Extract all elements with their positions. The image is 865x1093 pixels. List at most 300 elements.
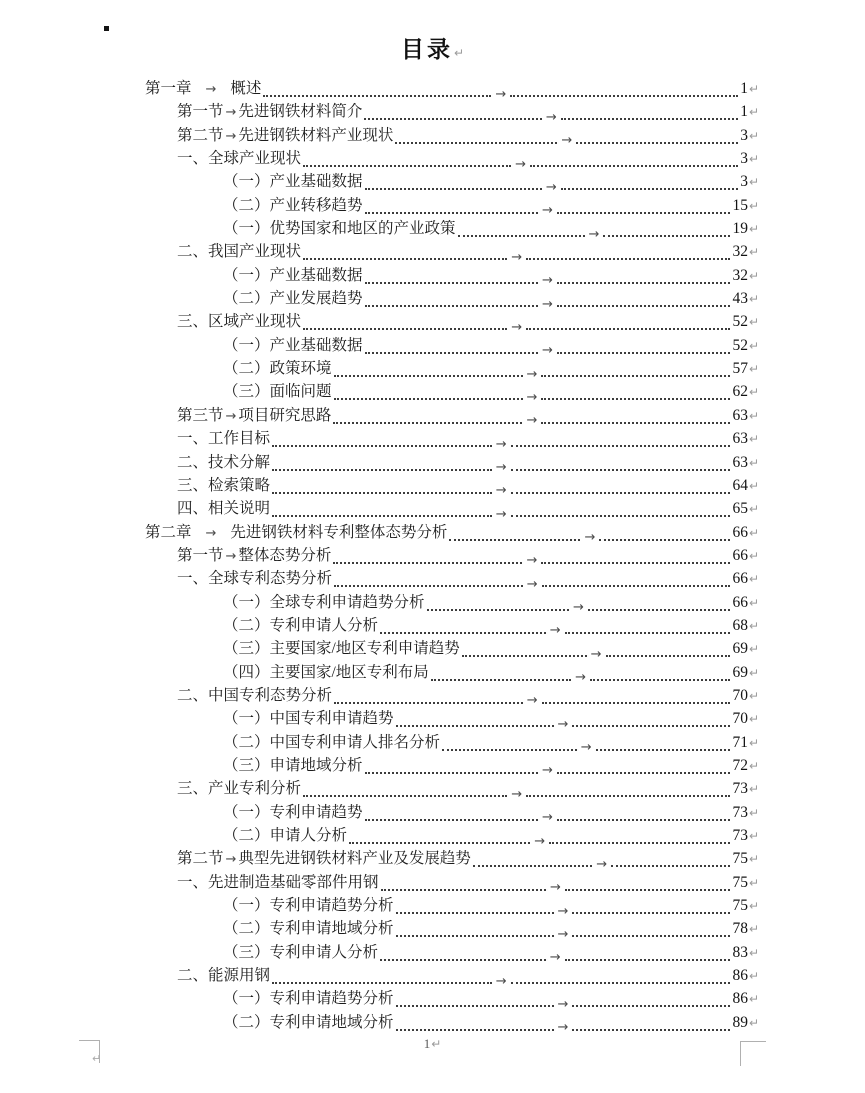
dot-leader-segment — [396, 725, 554, 727]
dot-leader — [365, 179, 739, 195]
crop-mark-bottom-right — [740, 1041, 766, 1066]
tab-arrow-icon: → — [495, 86, 507, 102]
toc-entry[interactable] — [145, 637, 759, 660]
toc-entry-page: 19 — [732, 220, 748, 238]
toc-entry-page: 62 — [732, 383, 748, 401]
toc-entry[interactable] — [145, 77, 759, 100]
tab-arrow-icon: → — [550, 880, 561, 896]
dot-leader — [396, 716, 731, 732]
tab-arrow-icon: → — [495, 436, 507, 452]
tab-arrow-icon: → — [590, 646, 602, 662]
dot-leader-segment — [561, 188, 738, 190]
dot-leader — [380, 622, 730, 639]
dot-leader-segment — [510, 95, 738, 97]
toc-entry-title: （一）产业基础数据 — [223, 173, 363, 191]
toc-entry[interactable] — [145, 124, 759, 147]
toc-entry[interactable] — [145, 591, 759, 614]
dot-leader — [462, 646, 731, 662]
toc-entry[interactable] — [145, 264, 759, 287]
toc-entry[interactable] — [145, 404, 759, 427]
return-mark-icon: ↵ — [748, 292, 759, 307]
toc-entry[interactable] — [145, 147, 759, 170]
toc-entry[interactable] — [145, 847, 759, 870]
return-mark-icon: ↵ — [431, 1037, 442, 1051]
dot-leader-segment — [349, 842, 530, 844]
dot-leader — [365, 342, 731, 359]
dot-leader-segment — [303, 328, 507, 330]
dot-leader — [333, 412, 730, 429]
return-mark-icon: ↵ — [748, 502, 759, 517]
return-mark-icon: ↵ — [748, 969, 759, 984]
toc-entry-page: 43 — [732, 290, 748, 308]
tab-arrow-icon: → — [584, 530, 596, 546]
toc-entry-prefix: 第一章 — [145, 80, 192, 97]
toc-entry-page: 75 — [732, 873, 748, 891]
dot-leader-segment — [334, 585, 523, 587]
dot-leader — [442, 739, 730, 756]
dot-leader — [272, 482, 730, 499]
dot-leader-segment — [590, 679, 730, 681]
page-title — [0, 31, 865, 64]
tab-arrow-icon: → — [205, 525, 217, 541]
return-mark-icon: ↵ — [748, 595, 759, 610]
toc-entry[interactable] — [145, 801, 759, 824]
dot-leader-segment — [511, 982, 731, 984]
tab-arrow-icon: → — [545, 109, 557, 125]
dot-leader — [303, 319, 730, 335]
toc-entry[interactable] — [145, 567, 759, 590]
toc-entry-title: 先进钢铁材料产业现状 — [238, 126, 394, 144]
toc-entry-prefix: 第一节 — [177, 546, 224, 564]
toc-entry-title: （二）产业发展趋势 — [223, 290, 363, 308]
dot-leader-segment — [334, 375, 523, 377]
footer-page-number: 1 — [423, 1036, 431, 1051]
dot-leader-segment — [365, 772, 539, 774]
toc-entry-page: 75 — [732, 897, 748, 915]
toc-entry-title: 二、能源用钢 — [177, 967, 271, 985]
toc-entry-page: 66 — [732, 546, 748, 564]
return-mark-icon: ↵ — [748, 408, 759, 423]
dot-leader-segment — [365, 282, 539, 284]
tab-arrow-icon: → — [225, 852, 237, 868]
tab-arrow-icon: → — [526, 576, 538, 592]
toc-entry-title: （一）专利申请趋势分析 — [223, 990, 394, 1008]
dot-leader-segment — [431, 679, 571, 681]
dot-leader — [396, 926, 731, 942]
dot-leader-segment — [557, 352, 731, 354]
tab-arrow-icon: → — [561, 133, 573, 149]
return-mark-icon: ↵ — [748, 829, 759, 843]
toc-entry[interactable] — [145, 170, 759, 193]
return-mark-icon: ↵ — [748, 105, 759, 120]
dot-leader — [272, 506, 730, 522]
toc-entry[interactable] — [145, 217, 759, 240]
toc-entry-page: 66 — [732, 523, 748, 541]
toc-entry-page: 57 — [732, 360, 748, 378]
tab-arrow-icon: → — [526, 366, 538, 382]
dot-leader-segment — [365, 819, 539, 821]
dot-leader-segment — [303, 258, 507, 260]
dot-leader-segment — [365, 305, 539, 307]
dot-leader — [334, 576, 730, 592]
dot-leader-segment — [263, 95, 491, 97]
toc-entry[interactable] — [145, 357, 759, 380]
dot-leader — [449, 529, 730, 546]
toc-entry[interactable] — [145, 100, 759, 123]
toc-entry[interactable] — [145, 661, 759, 684]
dot-leader-segment — [396, 1029, 554, 1031]
dot-leader-segment — [272, 469, 492, 471]
return-mark-icon: ↵ — [748, 642, 759, 657]
toc-entry-page: 1 — [740, 103, 748, 121]
toc-entry[interactable] — [145, 380, 759, 403]
tab-arrow-icon: → — [573, 600, 584, 616]
dot-leader-segment — [599, 539, 730, 541]
toc-entry-title: （二）产业转移趋势 — [223, 196, 363, 214]
tab-arrow-icon: → — [225, 408, 237, 424]
toc-entry-page: 32 — [732, 266, 748, 284]
dot-leader — [349, 833, 730, 849]
toc-entry[interactable] — [145, 824, 759, 847]
toc-entry-page: 63 — [732, 430, 748, 448]
return-mark-icon: ↵ — [453, 46, 465, 60]
dot-leader-segment — [473, 865, 592, 867]
toc-entry-page: 3 — [740, 173, 748, 191]
dot-leader-segment — [380, 959, 546, 961]
return-mark-icon: ↵ — [748, 385, 759, 400]
dot-leader-segment — [541, 562, 730, 564]
dot-leader-segment — [565, 889, 731, 891]
tab-arrow-icon: → — [542, 203, 553, 219]
toc-entry[interactable] — [145, 1011, 759, 1034]
toc-entry-title: （三）专利申请人分析 — [223, 943, 379, 961]
dot-leader — [272, 973, 730, 989]
dot-leader-segment — [511, 445, 731, 447]
tab-arrow-icon: → — [542, 763, 553, 779]
dot-leader-segment — [272, 982, 492, 984]
dot-leader-segment — [576, 142, 738, 144]
return-mark-icon: ↵ — [748, 945, 759, 960]
toc-entry[interactable] — [145, 894, 759, 917]
toc-entry-title: （三）面临问题 — [223, 383, 332, 401]
return-mark-icon: ↵ — [748, 548, 759, 563]
return-mark-icon: ↵ — [748, 618, 759, 633]
dot-leader — [365, 272, 731, 289]
return-mark-icon: ↵ — [748, 875, 759, 890]
toc-entry-page: 63 — [732, 453, 748, 471]
toc-entry-title: （一）产业基础数据 — [223, 336, 363, 354]
dot-leader-segment — [557, 772, 731, 774]
toc-entry-page: 68 — [732, 616, 748, 634]
dot-leader-segment — [272, 515, 492, 517]
tab-arrow-icon: → — [225, 548, 237, 564]
toc-entry[interactable] — [145, 777, 759, 800]
dot-leader-segment — [542, 585, 731, 587]
toc-entry-page: 70 — [732, 686, 748, 704]
toc-entry-page: 52 — [732, 313, 748, 331]
toc-entry[interactable] — [145, 871, 759, 894]
tab-arrow-icon: → — [495, 973, 507, 989]
dot-leader — [396, 996, 731, 1012]
toc-entry-page: 52 — [732, 336, 748, 354]
toc-entry-title: （二）政策环境 — [223, 360, 332, 378]
return-mark-icon: ↵ — [748, 665, 759, 680]
toc-entry-title: （三）主要国家/地区专利申请趋势 — [223, 640, 460, 658]
toc-entry-title: （二）专利申请地域分析 — [223, 920, 394, 938]
dot-leader-segment — [565, 632, 731, 634]
return-mark-icon: ↵ — [748, 82, 759, 96]
toc-entry-prefix: 第二节 — [177, 126, 224, 144]
return-mark-icon: ↵ — [748, 572, 759, 587]
toc-entry[interactable] — [145, 310, 759, 333]
toc-entry-page: 73 — [732, 827, 748, 844]
dot-leader-segment — [462, 655, 587, 657]
dot-leader — [431, 669, 731, 686]
tab-arrow-icon: → — [515, 156, 527, 172]
dot-leader-segment — [572, 1005, 730, 1007]
return-mark-icon: ↵ — [748, 175, 759, 190]
return-mark-icon: ↵ — [748, 315, 759, 330]
tab-arrow-icon: → — [588, 226, 600, 242]
toc-entry-title: 二、我国产业现状 — [177, 243, 302, 261]
tab-arrow-icon: → — [225, 128, 237, 144]
return-mark-icon: ↵ — [748, 712, 759, 727]
tab-arrow-icon: → — [511, 249, 523, 265]
toc-entry[interactable] — [145, 334, 759, 357]
dot-leader-segment — [596, 749, 731, 751]
return-mark-icon: ↵ — [748, 758, 759, 773]
toc-entry-title: 三、区域产业现状 — [177, 313, 302, 331]
toc-entry[interactable] — [145, 451, 759, 474]
tab-arrow-icon: → — [526, 413, 538, 429]
tab-arrow-icon: → — [557, 996, 569, 1012]
toc-entry-page: 66 — [732, 570, 748, 588]
dot-leader-segment — [365, 188, 542, 190]
dot-leader-segment — [542, 702, 731, 704]
dot-leader-segment — [395, 142, 557, 144]
dot-leader-segment — [530, 165, 738, 167]
return-mark-icon: ↵ — [748, 222, 759, 237]
dot-leader — [473, 856, 731, 872]
dot-leader-segment — [381, 889, 547, 891]
dot-leader-segment — [365, 352, 539, 354]
toc-entry-title: （四）主要国家/地区专利布局 — [223, 663, 429, 681]
return-mark-icon: ↵ — [748, 478, 759, 493]
toc-entry-prefix: 第二章 — [145, 523, 192, 541]
dot-leader-segment — [611, 865, 730, 867]
dot-leader — [334, 366, 731, 382]
tab-arrow-icon: → — [225, 105, 237, 121]
return-mark-icon: ↵ — [748, 899, 759, 914]
dot-leader-segment — [458, 235, 585, 237]
toc-entry-page: 64 — [732, 476, 748, 494]
dot-leader-segment — [561, 118, 738, 120]
return-mark-icon: ↵ — [748, 152, 759, 167]
tab-arrow-icon: → — [596, 856, 608, 872]
dot-leader-segment — [557, 305, 731, 307]
toc-entry-title: 三、检索策略 — [177, 476, 271, 494]
toc-entry-title: 三、产业专利分析 — [177, 780, 302, 798]
toc-entry-title: （二）专利申请人分析 — [223, 616, 379, 634]
return-mark-icon: ↵ — [92, 1052, 102, 1065]
tab-arrow-icon: → — [542, 273, 553, 289]
toc-entry[interactable] — [145, 987, 759, 1010]
toc-entry[interactable] — [145, 194, 759, 217]
return-mark-icon: ↵ — [748, 852, 759, 867]
toc-title-text: 目录 — [400, 37, 453, 62]
dot-leader — [365, 762, 731, 779]
tab-arrow-icon: → — [495, 483, 507, 499]
dot-leader — [334, 692, 730, 709]
toc-entry[interactable] — [145, 707, 759, 730]
toc-entry[interactable] — [145, 240, 759, 263]
dot-leader — [381, 879, 731, 896]
return-mark-icon: ↵ — [748, 735, 759, 750]
return-mark-icon: ↵ — [748, 338, 759, 353]
toc-entry-page: 63 — [732, 406, 748, 424]
tab-arrow-icon: → — [580, 740, 592, 756]
return-mark-icon: ↵ — [748, 922, 759, 937]
toc-entry-prefix: 第二节 — [177, 850, 224, 868]
dot-leader-segment — [557, 282, 731, 284]
dot-leader-segment — [511, 469, 731, 471]
dot-leader-segment — [541, 422, 730, 424]
dot-leader — [334, 389, 731, 405]
dot-leader-segment — [272, 492, 492, 494]
toc-entry-page: 71 — [732, 733, 748, 751]
dot-leader-segment — [303, 795, 507, 797]
toc-entry-page: 89 — [732, 1013, 748, 1031]
toc-entry-title: 四、相关说明 — [177, 500, 271, 518]
dot-leader-segment — [511, 492, 731, 494]
dot-leader-segment — [449, 539, 580, 541]
toc-entry[interactable] — [145, 497, 759, 520]
dot-leader-segment — [541, 398, 730, 400]
toc-entry-title: 项目研究思路 — [238, 406, 332, 424]
dot-leader-segment — [442, 749, 577, 751]
toc-entry-title: 典型先进钢铁材料产业及发展趋势 — [238, 850, 471, 868]
toc-entry-title: 概述 — [230, 80, 262, 97]
dot-leader-segment — [588, 609, 731, 611]
return-mark-icon: ↵ — [748, 455, 759, 470]
toc-entry[interactable] — [145, 964, 759, 987]
return-mark-icon: ↵ — [748, 245, 759, 260]
dot-leader-segment — [572, 1029, 730, 1031]
dot-leader — [365, 809, 731, 826]
dot-leader-segment — [557, 819, 731, 821]
toc-entry[interactable] — [145, 917, 759, 940]
return-mark-icon: ↵ — [748, 688, 759, 703]
dot-leader — [396, 1019, 731, 1036]
toc-entry-title: （二）申请人分析 — [223, 827, 348, 844]
return-mark-icon: ↵ — [748, 198, 759, 213]
toc-entry-page: 86 — [732, 967, 748, 985]
dot-leader-segment — [557, 212, 731, 214]
dot-leader-segment — [526, 328, 730, 330]
return-mark-icon: ↵ — [748, 525, 759, 540]
toc-entry[interactable] — [145, 427, 759, 450]
dot-leader-segment — [565, 959, 731, 961]
toc-entry[interactable] — [145, 941, 759, 964]
dot-leader — [333, 552, 730, 569]
dot-leader — [303, 249, 730, 265]
toc-entry[interactable] — [145, 521, 759, 544]
toc-entry[interactable] — [145, 474, 759, 497]
toc-entry-page: 3 — [740, 150, 748, 168]
tab-arrow-icon: → — [534, 833, 546, 849]
return-mark-icon: ↵ — [748, 805, 759, 820]
return-mark-icon: ↵ — [748, 1015, 759, 1030]
tab-arrow-icon: → — [542, 296, 553, 312]
dot-leader-segment — [380, 632, 546, 634]
toc-entry-page: 86 — [732, 990, 748, 1008]
page-footer — [0, 1036, 865, 1052]
dot-leader — [272, 436, 730, 452]
toc-entry-title: （一）产业基础数据 — [223, 266, 363, 284]
tab-arrow-icon: → — [557, 926, 569, 942]
toc-entry-title: （一）全球专利申请趋势分析 — [223, 593, 425, 611]
tab-arrow-icon: → — [557, 716, 569, 732]
dot-leader-segment — [526, 795, 730, 797]
dot-leader-segment — [603, 235, 730, 237]
tab-arrow-icon: → — [495, 506, 507, 522]
dot-leader-segment — [549, 842, 730, 844]
toc-entry-prefix: 第三节 — [177, 406, 224, 424]
dot-leader-segment — [572, 725, 730, 727]
toc-entry[interactable] — [145, 684, 759, 707]
tab-arrow-icon: → — [549, 623, 561, 639]
toc-entry-page: 3 — [740, 126, 748, 144]
dot-leader-segment — [511, 515, 731, 517]
dot-leader-segment — [334, 702, 523, 704]
dot-leader — [396, 903, 731, 919]
return-mark-icon: ↵ — [748, 992, 759, 1007]
dot-leader — [303, 156, 738, 172]
dot-leader — [263, 86, 738, 102]
toc-entry-title: 二、技术分解 — [177, 453, 271, 471]
tab-arrow-icon: → — [542, 343, 553, 359]
toc-entry-page: 73 — [732, 780, 748, 798]
toc-entry-title: （二）专利申请地域分析 — [223, 1013, 394, 1031]
toc-entry[interactable] — [145, 287, 759, 310]
dot-leader-segment — [272, 445, 492, 447]
toc-entry[interactable] — [145, 544, 759, 567]
toc-entry-title: （一）中国专利申请趋势 — [223, 710, 394, 728]
return-mark-icon: ↵ — [748, 782, 759, 797]
tab-arrow-icon: → — [511, 786, 523, 802]
dot-leader-segment — [396, 1005, 554, 1007]
toc-entry-title: （一）优势国家和地区的产业政策 — [223, 220, 456, 238]
toc-entry-title: 一、先进制造基础零部件用钢 — [177, 873, 379, 891]
toc-entry[interactable] — [145, 754, 759, 777]
dot-leader — [458, 226, 731, 242]
tab-arrow-icon: → — [511, 319, 523, 335]
toc-entry[interactable] — [145, 614, 759, 637]
tab-arrow-icon: → — [495, 460, 507, 475]
toc-entry[interactable] — [145, 731, 759, 754]
tab-arrow-icon: → — [526, 389, 538, 405]
toc-entry-title: （三）申请地域分析 — [223, 756, 363, 774]
tab-arrow-icon: → — [557, 903, 569, 919]
toc-entry-page: 73 — [732, 803, 748, 821]
return-mark-icon: ↵ — [748, 128, 759, 143]
toc-entry-title: （一）专利申请趋势 — [223, 803, 363, 821]
toc-entry-title: 一、全球产业现状 — [177, 150, 302, 168]
return-mark-icon: ↵ — [748, 362, 759, 377]
dot-leader — [365, 202, 731, 219]
return-mark-icon: ↵ — [748, 268, 759, 283]
tab-arrow-icon: → — [549, 950, 561, 966]
